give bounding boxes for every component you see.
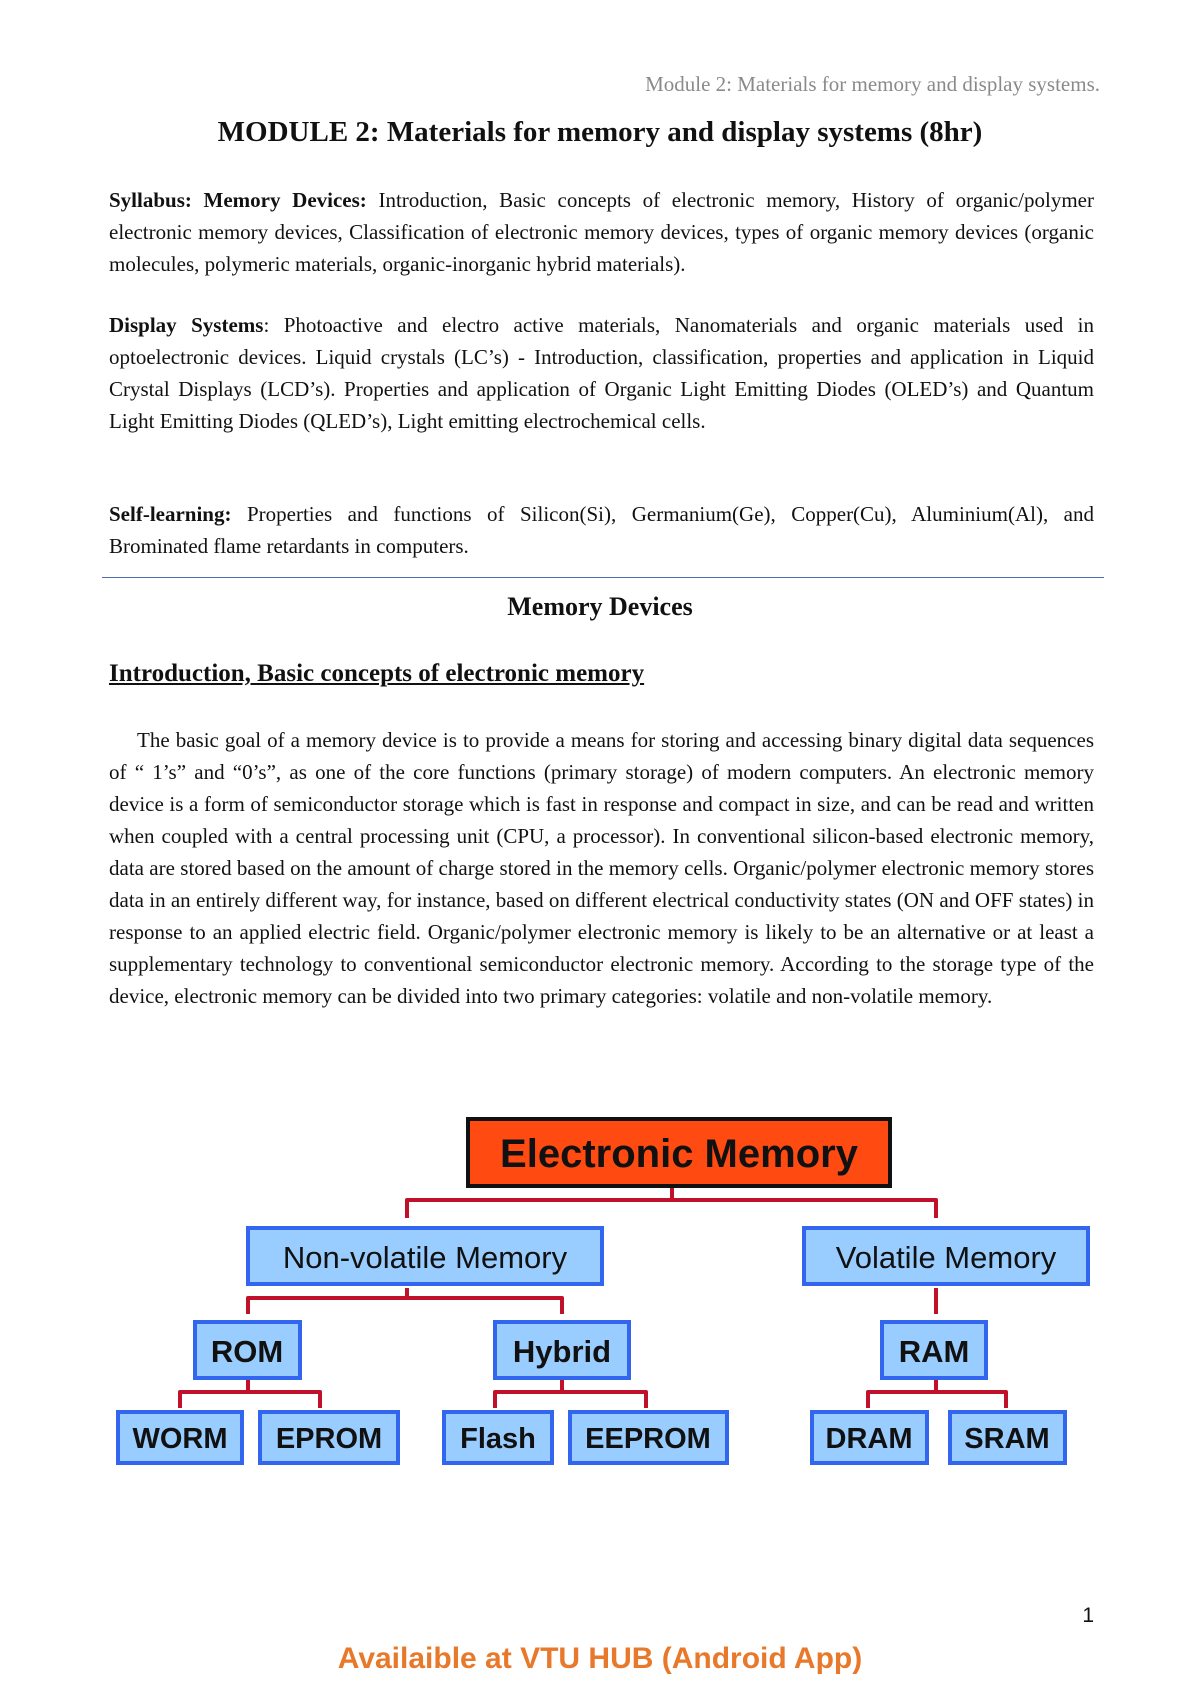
syllabus-paragraph bbox=[109, 184, 1094, 280]
subsection-title: Introduction, Basic concepts of electronic memory bbox=[109, 660, 645, 687]
dram-label: DRAM bbox=[825, 1423, 913, 1455]
display-systems-text: : Photoactive and electro active materials, Nanomaterials and organic materials used in optoelectronic devices. Liquid crystals (LC’s) - Introduction, classification, properties and application in Liquid Crystal Displays (LCD’s). Properties and application of Organic Light Emitting Diodes (OLED’s) and Quantum Light Emitting Diodes (QLED’s), Light emitting electrochemical cells. bbox=[109, 313, 1094, 433]
node-worm bbox=[118, 1412, 242, 1463]
self-learning-text: Properties and functions of Silicon(Si), Germanium(Ge), Copper(Cu), Aluminium(Al), and Brominated flame retardants in computers. bbox=[109, 502, 1094, 558]
page-title: MODULE 2: Materials for memory and display systems (8hr) bbox=[217, 116, 983, 148]
flash-label: Flash bbox=[460, 1423, 536, 1455]
connector-rom-level3 bbox=[180, 1380, 320, 1408]
rom-label: ROM bbox=[210, 1334, 284, 1369]
footer-banner: Availaible at VTU HUB (Android App) bbox=[337, 1642, 863, 1675]
self-learning-paragraph bbox=[109, 498, 1094, 562]
worm-label: WORM bbox=[132, 1423, 228, 1455]
node-dram bbox=[812, 1412, 927, 1463]
non-volatile-label: Non-volatile Memory bbox=[282, 1240, 568, 1275]
node-rom bbox=[195, 1322, 300, 1378]
syllabus-label: Syllabus: Memory Devices: bbox=[109, 188, 367, 212]
memory-classification-diagram bbox=[0, 1100, 1200, 1490]
section-title: Memory Devices bbox=[507, 592, 693, 621]
display-systems-paragraph bbox=[109, 309, 1094, 437]
node-sram bbox=[950, 1412, 1065, 1463]
node-non-volatile bbox=[248, 1228, 602, 1284]
node-hybrid bbox=[495, 1322, 629, 1378]
ram-label: RAM bbox=[898, 1334, 970, 1369]
node-volatile bbox=[804, 1228, 1088, 1284]
node-eprom bbox=[260, 1412, 398, 1463]
connector-ram-level3 bbox=[868, 1380, 1006, 1408]
node-flash bbox=[444, 1412, 552, 1463]
page-number: 1 bbox=[1082, 1604, 1094, 1627]
section-divider bbox=[102, 577, 1104, 578]
volatile-label: Volatile Memory bbox=[835, 1240, 1057, 1275]
node-ram bbox=[882, 1322, 986, 1378]
eeprom-label: EEPROM bbox=[585, 1423, 711, 1455]
node-root bbox=[468, 1119, 890, 1186]
intro-paragraph: The basic goal of a memory device is to provide a means for storing and accessing binary digital data sequences of “ 1’s” and “0’s”, as one of the core functions (primary storage) of modern computers. An electronic memory device is a form of semiconductor storage which is fast in response and compact in size, and can be read and written when coupled with a central processing unit (CPU, a processor). In conventional silicon-based electronic memory, data are stored based on the amount of charge stored in the memory cells. Organic/polymer electronic memory stores data in an entirely different way, for instance, based on different electrical conductivity states (ON and OFF states) in response to an applied electric field. Organic/polymer electronic memory is likely to be an alternative or at least a supplementary technology to conventional semiconductor electronic memory. According to the storage type of the device, electronic memory can be divided into two primary categories: volatile and non-volatile memory. bbox=[109, 728, 1094, 1008]
eprom-label: EPROM bbox=[275, 1423, 383, 1455]
root-label: Electronic Memory bbox=[500, 1132, 858, 1176]
syllabus-text: Introduction, Basic concepts of electronic memory, History of organic/polymer electronic memory devices, Classification of electronic memory devices, types of organic memory devices (organic molecules, polymeric materials, organic-inorganic hybrid materials). bbox=[109, 188, 1094, 276]
sram-label: SRAM bbox=[964, 1423, 1050, 1455]
node-eeprom bbox=[570, 1412, 727, 1463]
running-header: Module 2: Materials for memory and display systems. bbox=[645, 72, 1100, 96]
connector-nonvolatile-level2 bbox=[248, 1288, 562, 1314]
display-systems-label: Display Systems bbox=[109, 313, 264, 337]
hybrid-label: Hybrid bbox=[512, 1334, 612, 1369]
self-learning-label: Self-learning: bbox=[109, 502, 232, 526]
connector-hybrid-level3 bbox=[495, 1380, 646, 1408]
connector-root-level1 bbox=[407, 1186, 936, 1218]
